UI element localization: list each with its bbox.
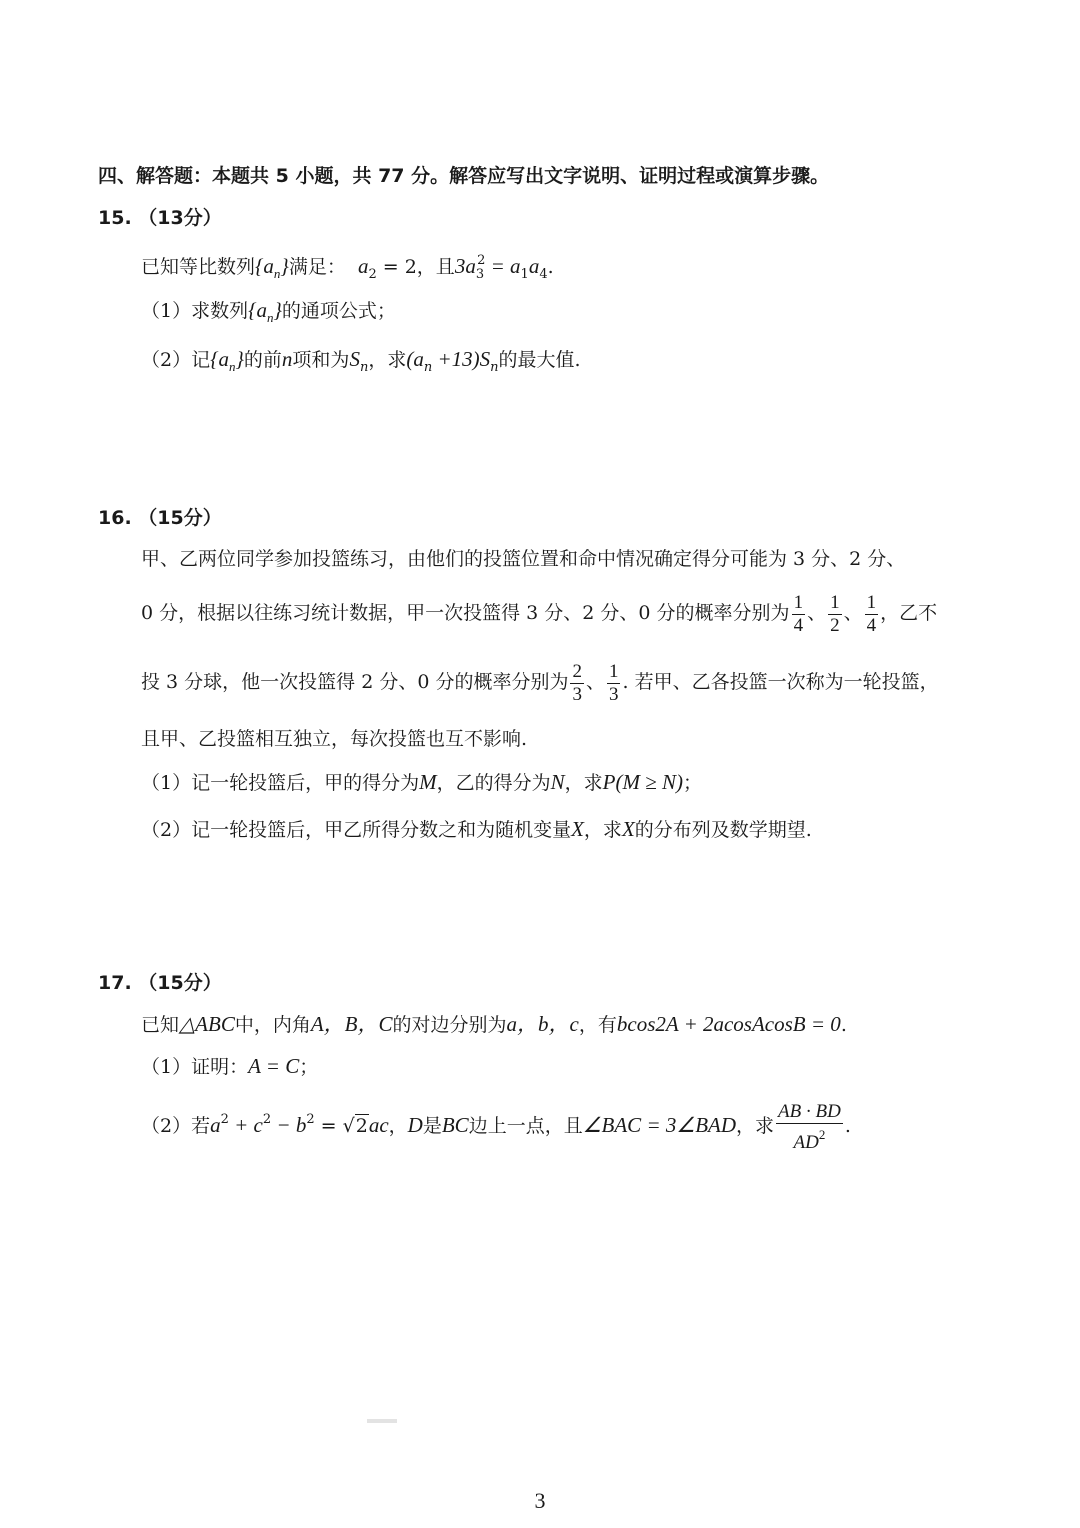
q16-line2-pre: 0 分，根据以往练习统计数据，甲一次投篮得 3 分、2 分、0 分的概率分别为 xyxy=(141,602,790,624)
q15-part2-Ssub: n xyxy=(359,360,369,375)
q16-part2-X2: X xyxy=(621,817,635,841)
q15-stem-pre: 已知等比数列 xyxy=(141,256,256,278)
q16-part1-pre: （1）记一轮投篮后，甲的得分为 xyxy=(141,772,420,794)
q15-part2-n: n xyxy=(281,347,293,371)
q15-cond2-sup: 2 xyxy=(477,253,486,268)
q17-stem-angles: A，B，C xyxy=(310,1012,393,1036)
q16-part2-pre: （2）记一轮投篮后，甲乙所得分数之和为随机变量 xyxy=(141,819,572,841)
q16-heading: 16. （15分） xyxy=(98,507,222,529)
q15-cond2-end: . xyxy=(547,256,554,278)
q15-part1-rest: 的通项公式； xyxy=(281,300,396,322)
q17-stem-sides: a，b，c xyxy=(506,1012,579,1036)
q16-frac-b-num: 1 xyxy=(830,591,840,613)
q17-stem-mid2: 的对边分别为 xyxy=(392,1014,507,1036)
q16-line3-post: . 若甲、乙各投篮一次称为一轮投篮， xyxy=(622,671,939,693)
q17-stem-mid3: ，有 xyxy=(578,1014,617,1036)
q17-part2-BC: BC xyxy=(441,1113,469,1137)
q17-heading: 17. （15分） xyxy=(98,972,222,994)
q15-cond2-sub1: 1 xyxy=(520,267,529,282)
q17-sqrt-rad: 2 xyxy=(355,1115,368,1137)
q16-line3 xyxy=(141,657,939,707)
q15-part2-expr-sub: n xyxy=(423,360,433,375)
q16-part1-expr: P(M ≥ N) xyxy=(602,770,683,794)
q17-part2-pre: （2）若 xyxy=(141,1115,211,1137)
q16-frac-d-num: 2 xyxy=(572,660,582,682)
q17-stem-tri: △ABC xyxy=(179,1012,235,1036)
q15-part2-seq-sub: n xyxy=(229,359,236,374)
q16-sep-1: 、 xyxy=(807,602,827,624)
q17-stem xyxy=(141,1012,847,1037)
q17-part2-eq-c: + c xyxy=(228,1113,263,1137)
q17-stem-eq: bcos2A + 2acosAcosB = 0 xyxy=(616,1012,841,1036)
q16-part1-M: M xyxy=(419,770,437,794)
q16-part1-N: N xyxy=(550,770,565,794)
q16-frac-c-den: 4 xyxy=(866,614,877,636)
q17-part2-eq-mid: = xyxy=(314,1115,343,1137)
q16-line2 xyxy=(141,588,937,638)
q17-sqrt-sign: √ xyxy=(342,1115,355,1137)
q15-seq xyxy=(255,254,289,281)
page-number: 3 xyxy=(534,1488,546,1513)
q15-part1-seq-open: {a xyxy=(248,298,267,322)
q16-part1-mid: ，乙的得分为 xyxy=(436,772,551,794)
q15-stem xyxy=(141,249,554,287)
q15-part2-expr-open: (a xyxy=(406,347,424,371)
q16-frac-a-num: 1 xyxy=(793,591,804,613)
q16-frac-a xyxy=(792,592,806,637)
q17-part2-mid4: ，求 xyxy=(736,1115,775,1137)
q15-cond2-coef: 3a xyxy=(454,254,476,278)
q15-stem-mid: 满足： xyxy=(288,256,346,278)
q17-part2-D: D xyxy=(407,1113,423,1137)
q15-cond2-eq: = a xyxy=(485,254,521,278)
q15-part2-S: S xyxy=(349,347,360,371)
q17-part1-eq: A = C xyxy=(248,1054,300,1078)
q15-part1-label: （1）求数列 xyxy=(141,300,249,322)
q16-part2 xyxy=(141,817,812,842)
q15-part2-mid3: ，求 xyxy=(368,349,407,371)
q15-part2-end: 的最大值. xyxy=(498,349,581,371)
q15-seq-open: {a xyxy=(255,254,274,278)
q15-part2-seq xyxy=(210,347,244,374)
q15-cond2-sub4: 4 xyxy=(539,267,548,282)
q17-frac-den xyxy=(776,1124,843,1154)
q17-sqrt xyxy=(343,1101,369,1151)
q16-frac-c xyxy=(865,592,879,637)
q17-part2-ac: ac xyxy=(368,1113,389,1137)
q16-part2-mid: ，求 xyxy=(583,819,622,841)
q16-part1-end: ； xyxy=(682,772,702,794)
q17-part2 xyxy=(141,1095,851,1154)
q16-sep-3: 、 xyxy=(585,671,605,693)
q17-part2-angle: ∠BAC = 3∠BAD xyxy=(582,1113,737,1137)
q16-part1-mid2: ，求 xyxy=(564,772,603,794)
q17-part2-sup3: 2 xyxy=(306,1112,315,1127)
q16-sep-2: 、 xyxy=(843,602,863,624)
q15-seq-sub: n xyxy=(273,266,281,281)
q15-part1-seq-close: } xyxy=(273,298,282,322)
q17-part2-end: . xyxy=(844,1115,851,1137)
q15-part1 xyxy=(141,298,396,330)
q15-part2-mid: 的前 xyxy=(243,349,282,371)
q17-stem-end: . xyxy=(840,1014,847,1036)
q17-part2-mid: ， xyxy=(388,1115,408,1137)
q17-part1 xyxy=(141,1054,318,1079)
q16-line1: 甲、乙两位同学参加投篮练习，由他们的投篮位置和命中情况确定得分可能为 3 分、2 分、 xyxy=(141,548,906,570)
q17-part2-sup1: 2 xyxy=(220,1112,229,1127)
q15-part2 xyxy=(141,347,581,380)
q17-part2-eq-b: − b xyxy=(271,1113,307,1137)
q16-line4: 且甲、乙投篮相互独立，每次投篮也互不影响. xyxy=(141,728,528,750)
scan-speck xyxy=(367,1419,397,1423)
q17-part2-eq-a: a xyxy=(210,1113,221,1137)
q15-part1-seq xyxy=(248,298,282,325)
q16-frac-b xyxy=(828,592,842,637)
q17-part2-mid3: 边上一点，且 xyxy=(468,1115,583,1137)
q15-part2-seq-open: {a xyxy=(210,347,229,371)
q16-part2-end: 的分布列及数学期望. xyxy=(634,819,812,841)
q17-frac xyxy=(776,1101,843,1154)
q16-frac-c-num: 1 xyxy=(866,591,877,613)
q15-seq-close: } xyxy=(280,254,289,278)
q17-part2-sup2: 2 xyxy=(262,1112,272,1127)
q16-frac-e xyxy=(607,661,621,706)
q17-part1-end: ； xyxy=(299,1056,319,1078)
q17-stem-mid: 中，内角 xyxy=(234,1014,311,1036)
q16-line3-pre: 投 3 分球，他一次投篮得 2 分、0 分的概率分别为 xyxy=(141,671,569,693)
q17-frac-den-sup: 2 xyxy=(818,1126,826,1142)
q17-frac-den-a: AD xyxy=(793,1131,819,1153)
q16-frac-d xyxy=(570,661,584,706)
section-header: 四、解答题：本题共 5 小题，共 77 分。解答应写出文字说明、证明过程或演算步骤。 xyxy=(98,165,830,187)
q16-frac-d-den: 3 xyxy=(572,683,582,705)
q15-cond1-sub: 2 xyxy=(368,267,377,282)
q15-part2-label: （2）记 xyxy=(141,349,211,371)
q15-cond2-sub: 3 xyxy=(475,267,485,282)
q15-part2-seq-close: } xyxy=(235,347,244,371)
q17-stem-pre: 已知 xyxy=(141,1014,180,1036)
q16-part2-X: X xyxy=(571,817,584,841)
q15-part2-expr-Ssub: n xyxy=(490,360,499,375)
q17-part1-pre: （1）证明： xyxy=(141,1056,249,1078)
q15-cond1-rest: = 2，且 xyxy=(376,256,455,278)
q16-frac-e-den: 3 xyxy=(608,683,619,705)
q15-cond1-a: a xyxy=(357,254,369,278)
q16-frac-b-den: 2 xyxy=(830,614,840,636)
q16-frac-e-num: 1 xyxy=(608,660,619,682)
q15-part2-expr-close: +13)S xyxy=(432,347,491,371)
q16-part1 xyxy=(141,770,702,795)
q17-frac-num: AB · BD xyxy=(778,1100,841,1122)
q16-line2-post: ，乙不 xyxy=(880,602,938,624)
q15-part2-mid2: 项和为 xyxy=(292,349,350,371)
q15-cond2-a4: a xyxy=(528,254,540,278)
q17-part2-mid2: 是 xyxy=(422,1115,442,1137)
q15-heading: 15. （13分） xyxy=(98,207,222,229)
q16-frac-a-den: 4 xyxy=(793,614,804,636)
q15-part1-seq-sub: n xyxy=(267,310,274,325)
